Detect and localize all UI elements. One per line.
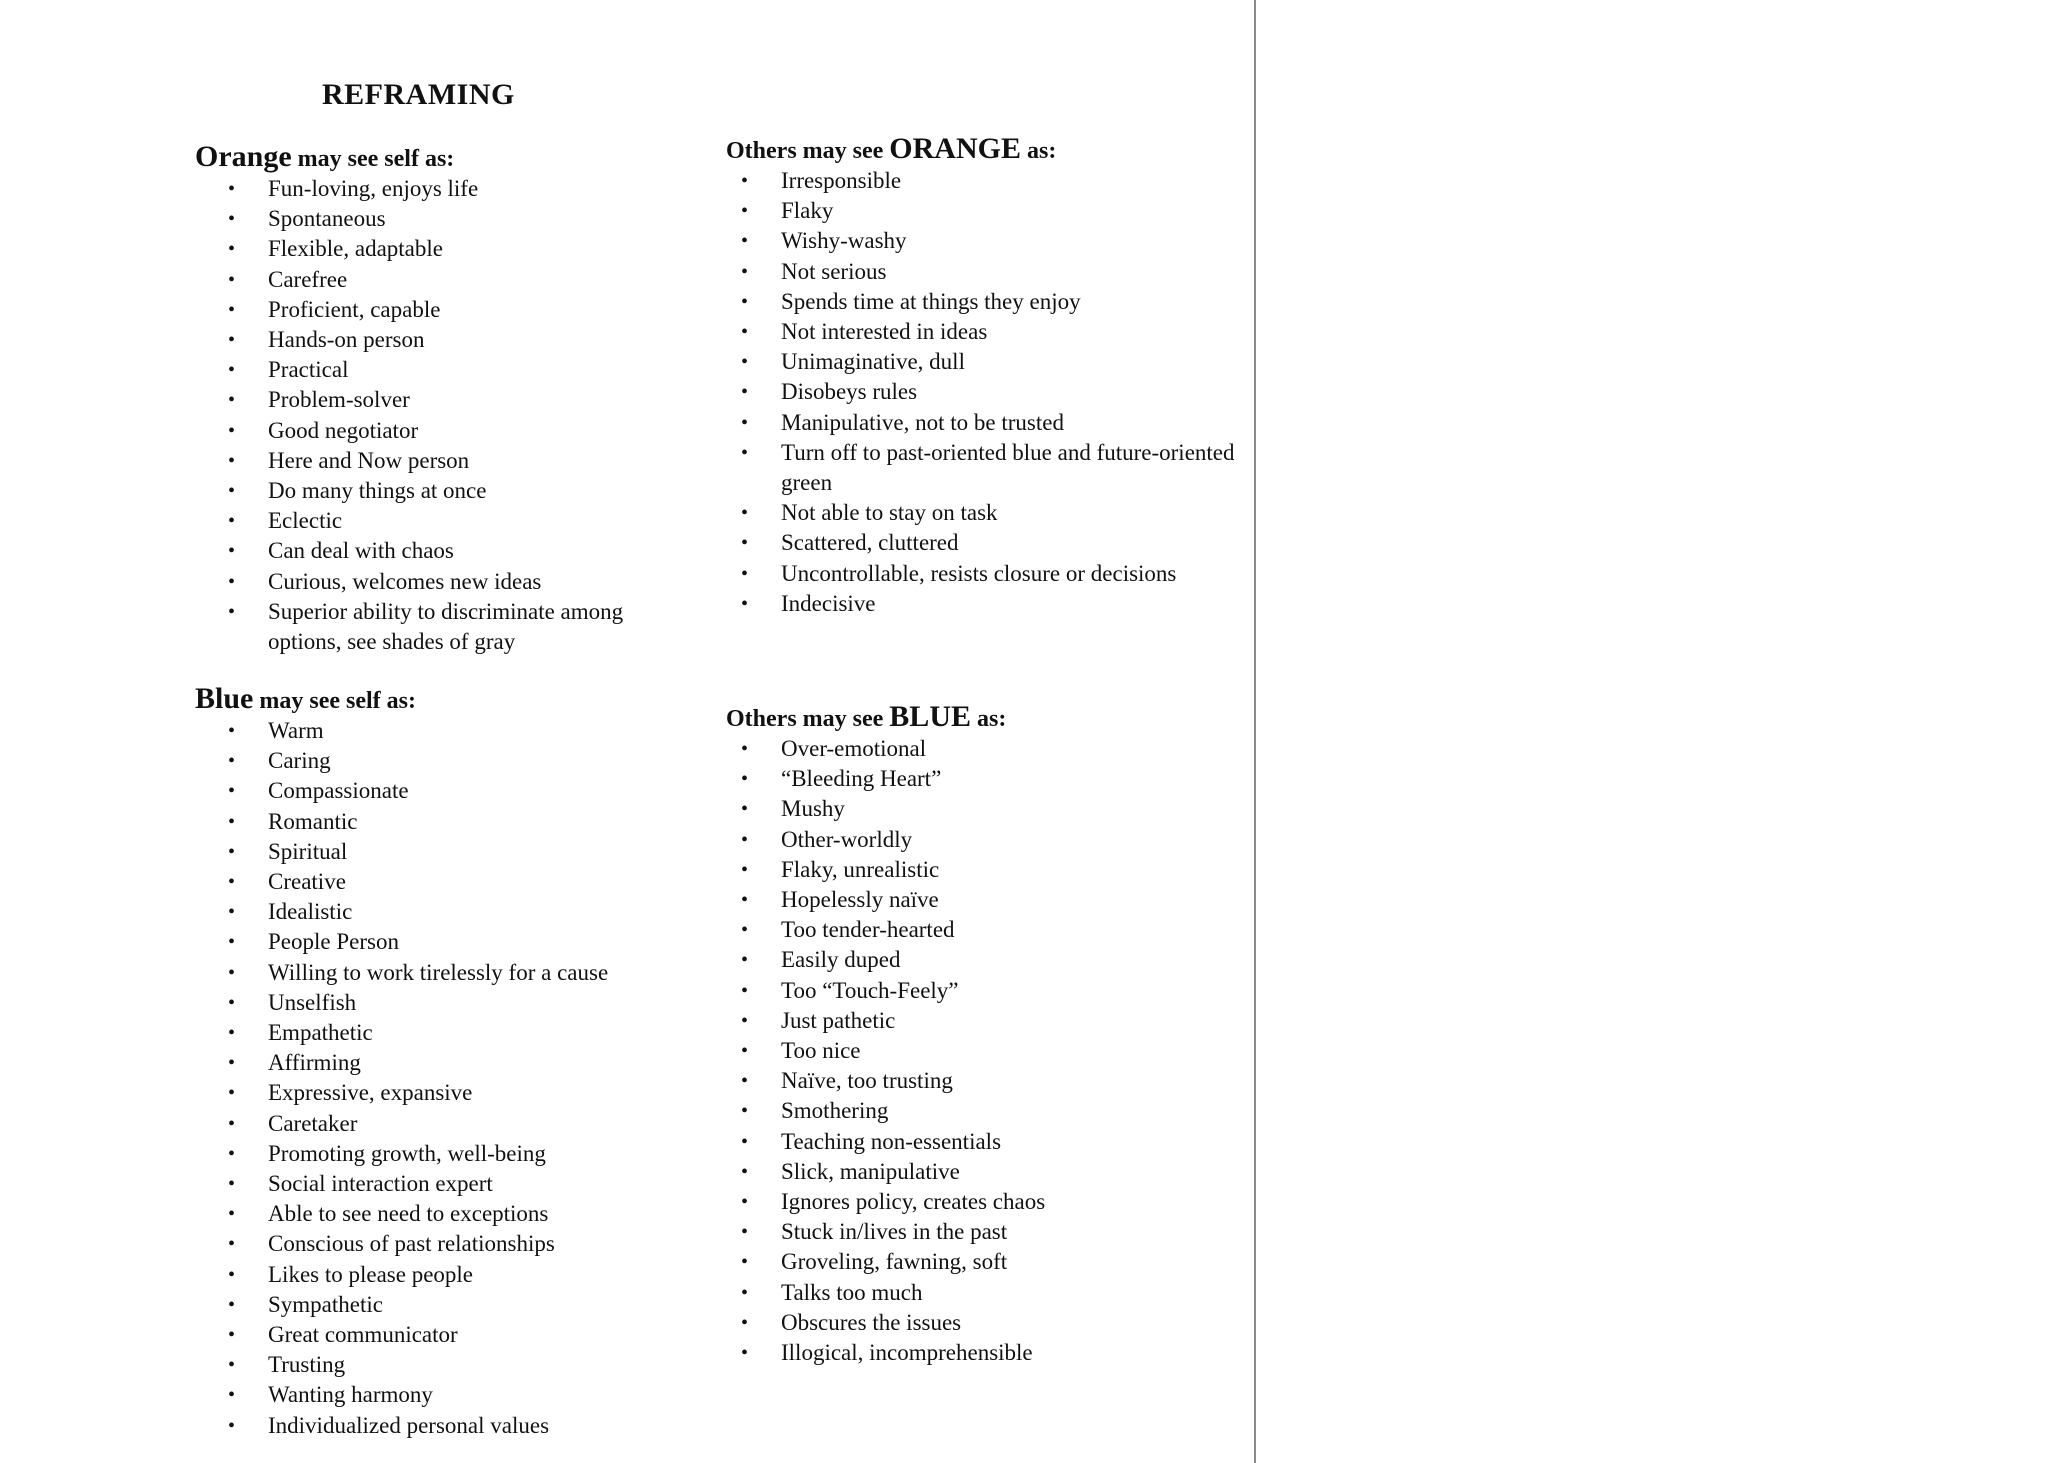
- list-item: [741, 166, 1246, 196]
- bullet-icon: •: [228, 1142, 236, 1165]
- list-item-text: Illogical, incomprehensible: [781, 1340, 1033, 1366]
- list-item-text: Mushy: [781, 796, 845, 822]
- bullet-icon: •: [228, 419, 236, 442]
- bullet-icon: •: [228, 750, 236, 773]
- list-item: [228, 1048, 695, 1078]
- orange-self-list: [228, 174, 695, 657]
- list-item-text: Turn off to past-oriented blue and future-oriented green: [781, 439, 1235, 496]
- list-item: [741, 1278, 1246, 1308]
- list-item: [228, 355, 695, 385]
- list-item: [741, 915, 1246, 945]
- orange-others-section: [726, 134, 1246, 619]
- list-item-text: Too nice: [781, 1038, 861, 1064]
- list-item-text: Flaky: [781, 198, 834, 224]
- bullet-icon: •: [741, 1281, 749, 1304]
- bullet-icon: •: [228, 1293, 236, 1316]
- list-item-text: Social interaction expert: [268, 1171, 493, 1197]
- list-item: [228, 988, 695, 1018]
- bullet-icon: •: [741, 798, 749, 821]
- bullet-icon: •: [228, 268, 236, 291]
- list-item-text: Teaching non-essentials: [781, 1128, 1002, 1154]
- list-item: [741, 226, 1246, 256]
- bullet-icon: •: [228, 329, 236, 352]
- bullet-icon: •: [228, 871, 236, 894]
- list-item-text: Great communicator: [268, 1322, 458, 1348]
- list-item-text: Do many things at once: [268, 478, 487, 504]
- bullet-icon: •: [741, 889, 749, 912]
- list-item: [228, 746, 695, 776]
- list-item: [741, 377, 1246, 407]
- list-item: [741, 347, 1246, 377]
- bullet-icon: •: [228, 1022, 236, 1045]
- orange-others-heading-color: ORANGE: [889, 132, 1021, 165]
- list-item: [228, 1260, 695, 1290]
- bullet-icon: •: [741, 768, 749, 791]
- list-item-text: Ignores policy, creates chaos: [781, 1189, 1046, 1215]
- list-item: [228, 234, 695, 264]
- bullet-icon: •: [741, 502, 749, 525]
- bullet-icon: •: [228, 1203, 236, 1226]
- list-item-text: Carefree: [268, 266, 348, 292]
- list-item: [741, 257, 1246, 287]
- list-item: [741, 317, 1246, 347]
- bullet-icon: •: [228, 961, 236, 984]
- list-item-text: People Person: [268, 929, 399, 955]
- list-item-text: Caretaker: [268, 1110, 358, 1136]
- blue-self-heading-color: Blue: [195, 682, 254, 715]
- list-item-text: Scattered, cluttered: [781, 530, 959, 556]
- bullet-icon: •: [741, 230, 749, 253]
- bullet-icon: •: [741, 1130, 749, 1153]
- bullet-icon: •: [228, 1354, 236, 1377]
- bullet-icon: •: [741, 919, 749, 942]
- bullet-icon: •: [741, 1221, 749, 1244]
- bullet-icon: •: [228, 510, 236, 533]
- list-item-text: Fun-loving, enjoys life: [268, 176, 479, 201]
- bullet-icon: •: [741, 200, 749, 223]
- list-item: [228, 295, 695, 325]
- bullet-icon: •: [228, 840, 236, 863]
- bullet-icon: •: [741, 532, 749, 555]
- bullet-icon: •: [228, 208, 236, 231]
- list-item-text: Romantic: [268, 808, 358, 834]
- bullet-icon: •: [228, 298, 236, 321]
- list-item-text: Talks too much: [781, 1279, 923, 1305]
- list-item: [741, 794, 1246, 824]
- list-item: [228, 1139, 695, 1169]
- bullet-icon: •: [228, 1233, 236, 1256]
- bullet-icon: •: [741, 441, 749, 464]
- bullet-icon: •: [228, 1112, 236, 1135]
- bullet-icon: •: [228, 238, 236, 261]
- list-item: [741, 1127, 1246, 1157]
- list-item: [741, 734, 1246, 764]
- bullet-icon: •: [228, 780, 236, 803]
- list-item: [741, 1006, 1246, 1036]
- list-item-text: Unselfish: [268, 989, 357, 1015]
- bullet-icon: •: [741, 321, 749, 344]
- list-item-text: Here and Now person: [268, 447, 470, 473]
- list-item: [741, 287, 1246, 317]
- list-item-text: Flexible, adaptable: [268, 236, 443, 262]
- bullet-icon: •: [741, 979, 749, 1002]
- bullet-icon: •: [741, 949, 749, 972]
- blue-self-heading-rest: may see self as:: [253, 688, 416, 714]
- list-item-text: Expressive, expansive: [268, 1080, 473, 1106]
- list-item-text: Too tender-hearted: [781, 917, 955, 943]
- bullet-icon: •: [741, 858, 749, 881]
- list-item: [228, 1018, 695, 1048]
- bullet-icon: •: [228, 178, 236, 200]
- bullet-icon: •: [741, 1342, 749, 1365]
- bullet-icon: •: [228, 389, 236, 412]
- list-item-text: Can deal with chaos: [268, 538, 454, 564]
- list-item: [741, 1096, 1246, 1126]
- list-item-text: Not serious: [781, 258, 887, 284]
- orange-others-heading-pre: Others may see: [726, 138, 890, 164]
- bullet-icon: •: [228, 1324, 236, 1347]
- list-item-text: Groveling, fawning, soft: [781, 1249, 1008, 1275]
- list-item-text: Stuck in/lives in the past: [781, 1219, 1008, 1245]
- bullet-icon: •: [741, 381, 749, 404]
- orange-self-heading-color: Orange: [195, 140, 292, 173]
- list-item: [228, 1229, 695, 1259]
- list-item-text: Caring: [268, 748, 331, 774]
- list-item: [228, 897, 695, 927]
- bullet-icon: •: [741, 1311, 749, 1334]
- orange-others-list: [741, 166, 1246, 619]
- list-item: [228, 776, 695, 806]
- bullet-icon: •: [228, 359, 236, 382]
- page-title: REFRAMING: [322, 78, 515, 111]
- list-item-text: Sympathetic: [268, 1291, 383, 1317]
- blue-self-heading: [195, 684, 695, 716]
- bullet-icon: •: [741, 260, 749, 283]
- bullet-icon: •: [228, 991, 236, 1014]
- bullet-icon: •: [741, 1191, 749, 1214]
- list-item: [228, 536, 695, 566]
- bullet-icon: •: [228, 901, 236, 924]
- list-item: [741, 764, 1246, 794]
- list-item-text: Just pathetic: [781, 1007, 896, 1033]
- list-item: [228, 867, 695, 897]
- list-item-text: Trusting: [268, 1352, 346, 1378]
- list-item-text: Smothering: [781, 1098, 889, 1124]
- bullet-icon: •: [228, 1082, 236, 1105]
- list-item: [228, 1078, 695, 1108]
- list-item: [228, 597, 695, 657]
- blue-others-heading: [726, 702, 1246, 734]
- list-item-text: Manipulative, not to be trusted: [781, 409, 1064, 435]
- bullet-icon: •: [741, 411, 749, 434]
- list-item: [741, 1187, 1246, 1217]
- list-item-text: Uncontrollable, resists closure or decisions: [781, 560, 1177, 586]
- list-item-text: Individualized personal values: [268, 1412, 550, 1438]
- list-item: [741, 498, 1246, 528]
- list-item: [741, 1247, 1246, 1277]
- list-item: [741, 528, 1246, 558]
- list-item: [228, 1199, 695, 1229]
- list-item: [228, 1320, 695, 1350]
- list-item-text: Indecisive: [781, 590, 876, 616]
- orange-others-heading-post: as:: [1020, 138, 1057, 164]
- list-item-text: Conscious of past relationships: [268, 1231, 555, 1257]
- bullet-icon: •: [741, 592, 749, 615]
- list-item: [741, 196, 1246, 226]
- list-item: [228, 1411, 695, 1441]
- bullet-icon: •: [741, 1100, 749, 1123]
- bullet-icon: •: [228, 600, 236, 623]
- list-item-text: Wishy-washy: [781, 228, 907, 254]
- list-item: [741, 1036, 1246, 1066]
- bullet-icon: •: [741, 1160, 749, 1183]
- list-item: [228, 416, 695, 446]
- list-item-text: Naïve, too trusting: [781, 1068, 953, 1094]
- list-item-text: Wanting harmony: [268, 1382, 433, 1408]
- list-item-text: Practical: [268, 357, 349, 383]
- bullet-icon: •: [741, 562, 749, 585]
- list-item: [228, 807, 695, 837]
- list-item: [741, 945, 1246, 975]
- bullet-icon: •: [741, 1070, 749, 1093]
- list-item-text: Proficient, capable: [268, 296, 441, 322]
- bullet-icon: •: [741, 738, 749, 760]
- bullet-icon: •: [741, 170, 749, 192]
- bullet-icon: •: [228, 570, 236, 593]
- list-item-text: Warm: [268, 718, 324, 743]
- list-item-text: Hands-on person: [268, 327, 425, 353]
- list-item: [228, 446, 695, 476]
- list-item: [741, 438, 1246, 498]
- list-item: [228, 1109, 695, 1139]
- list-item-text: Affirming: [268, 1050, 361, 1076]
- bullet-icon: •: [228, 480, 236, 503]
- list-item: [228, 476, 695, 506]
- list-item: [228, 385, 695, 415]
- bullet-icon: •: [741, 351, 749, 374]
- list-item: [228, 265, 695, 295]
- list-item: [228, 204, 695, 234]
- blue-others-heading-post: as:: [971, 706, 1007, 732]
- list-item-text: Other-worldly: [781, 826, 913, 852]
- list-item: [228, 716, 695, 746]
- list-item: [228, 325, 695, 355]
- bullet-icon: •: [228, 449, 236, 472]
- list-item: [228, 1380, 695, 1410]
- orange-self-section: [195, 142, 695, 657]
- list-item-text: Flaky, unrealistic: [781, 856, 940, 882]
- list-item-text: Promoting growth, well-being: [268, 1140, 546, 1166]
- bullet-icon: •: [741, 290, 749, 313]
- list-item-text: Not interested in ideas: [781, 319, 988, 345]
- list-item: [228, 174, 695, 204]
- list-item: [741, 408, 1246, 438]
- list-item-text: Superior ability to discriminate among options, see shades of gray: [268, 598, 624, 655]
- list-item-text: Empathetic: [268, 1020, 373, 1046]
- bullet-icon: •: [228, 810, 236, 833]
- bullet-icon: •: [228, 540, 236, 563]
- blue-self-list: [228, 716, 695, 1441]
- list-item: [228, 837, 695, 867]
- list-item: [228, 958, 695, 988]
- list-item-text: Irresponsible: [781, 168, 902, 193]
- list-item: [228, 1169, 695, 1199]
- bullet-icon: •: [228, 931, 236, 954]
- list-item: [741, 1217, 1246, 1247]
- list-item-text: Disobeys rules: [781, 379, 918, 405]
- list-item-text: Not able to stay on task: [781, 500, 998, 526]
- bullet-icon: •: [741, 1009, 749, 1032]
- list-item-text: Compassionate: [268, 778, 409, 804]
- list-item-text: Slick, manipulative: [781, 1158, 960, 1184]
- bullet-icon: •: [741, 1040, 749, 1063]
- list-item-text: Good negotiator: [268, 417, 419, 443]
- list-item: [228, 506, 695, 536]
- bullet-icon: •: [228, 720, 236, 742]
- list-item-text: Willing to work tirelessly for a cause: [268, 959, 609, 985]
- list-item-text: Over-emotional: [781, 736, 927, 761]
- list-item: [741, 855, 1246, 885]
- bullet-icon: •: [228, 1052, 236, 1075]
- list-item-text: Obscures the issues: [781, 1309, 962, 1335]
- list-item-text: Unimaginative, dull: [781, 349, 965, 375]
- list-item: [228, 927, 695, 957]
- list-item-text: Problem-solver: [268, 387, 410, 413]
- page-divider: [1254, 0, 1256, 1463]
- list-item-text: Easily duped: [781, 947, 901, 973]
- list-item: [741, 1338, 1246, 1368]
- list-item-text: Idealistic: [268, 899, 353, 925]
- orange-others-heading: [726, 134, 1246, 166]
- blue-others-heading-pre: Others may see: [726, 706, 890, 732]
- bullet-icon: •: [228, 1173, 236, 1196]
- list-item: [741, 1066, 1246, 1096]
- list-item: [228, 567, 695, 597]
- list-item: [741, 1308, 1246, 1338]
- blue-others-section: [726, 702, 1246, 1368]
- list-item: [741, 559, 1246, 589]
- blue-self-section: [195, 684, 695, 1441]
- list-item: [741, 885, 1246, 915]
- bullet-icon: •: [741, 828, 749, 851]
- list-item-text: Curious, welcomes new ideas: [268, 568, 542, 594]
- bullet-icon: •: [741, 1251, 749, 1274]
- list-item-text: Likes to please people: [268, 1261, 474, 1287]
- list-item: [741, 825, 1246, 855]
- orange-self-heading: [195, 142, 695, 174]
- list-item-text: Creative: [268, 869, 346, 895]
- blue-others-list: [741, 734, 1246, 1368]
- list-item-text: Spontaneous: [268, 206, 386, 232]
- list-item-text: “Bleeding Heart”: [781, 766, 942, 792]
- list-item-text: Spends time at things they enjoy: [781, 288, 1081, 314]
- blue-others-heading-color: BLUE: [889, 700, 971, 733]
- bullet-icon: •: [228, 1414, 236, 1437]
- list-item: [741, 589, 1246, 619]
- list-item-text: Able to see need to exceptions: [268, 1201, 549, 1227]
- bullet-icon: •: [228, 1384, 236, 1407]
- list-item: [741, 1157, 1246, 1187]
- list-item-text: Eclectic: [268, 508, 343, 534]
- list-item: [228, 1290, 695, 1320]
- orange-self-heading-rest: may see self as:: [291, 146, 455, 172]
- list-item-text: Too “Touch-Feely”: [781, 977, 959, 1003]
- list-item-text: Hopelessly naïve: [781, 887, 939, 913]
- list-item-text: Spiritual: [268, 838, 348, 864]
- list-item: [741, 976, 1246, 1006]
- bullet-icon: •: [228, 1263, 236, 1286]
- list-item: [228, 1350, 695, 1380]
